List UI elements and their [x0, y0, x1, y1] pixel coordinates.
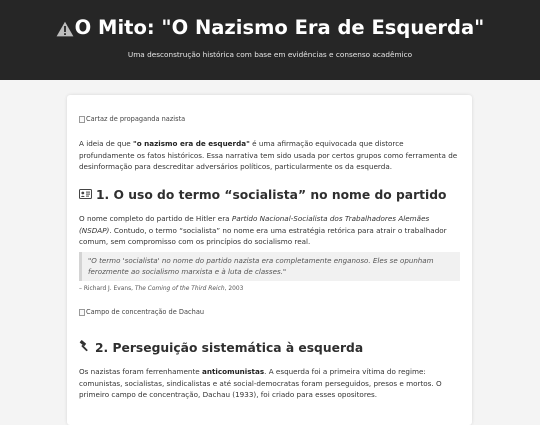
id-card-icon: [79, 187, 92, 203]
hammer-icon: [79, 340, 91, 356]
evans-quote: "O termo 'socialista' no nome do partido nazista era completamente enganoso. Eles se opunham ferozmente ao socialismo marxista e à luta de classes.": [79, 252, 460, 281]
section-heading-text: 2. Perseguição sistemática à esquerda: [95, 341, 364, 355]
section-heading-persecution: [79, 340, 363, 356]
article-card: [67, 95, 472, 425]
propaganda-poster-image: [79, 115, 185, 124]
section1-paragraph: O nome completo do partido de Hitler era Partido Nacional-Socialista dos Trabalhadores Alemães (NSDAP). Contudo, o termo “socialista” no nome era uma estratégia retórica para atrair o trabalhador comum, sem compromisso com os princípios do socialismo real.: [79, 214, 447, 247]
intro-paragraph: A ideia de que "o nazismo era de esquerda" é uma afirmação equivocada que distorce profundamente os fatos históricos. Essa narrativa tem sido usada por certos grupos como ferramenta de desinformação para descreditar adversários políticos, particularmente os da esquerda.: [79, 139, 458, 172]
book-title: The Coming of the Third Reich: [134, 286, 225, 292]
page-title: [0, 14, 540, 45]
page-header: [0, 0, 540, 80]
page-title-text: O Mito: "O Nazismo Era de Esquerda": [74, 16, 485, 39]
section2-paragraph: Os nazistas foram ferrenhamente anticomunistas. A esquerda foi a primeira vítima do regime: comunistas, socialistas, sindicalistas e até social-democratas foram perseguidos, presos e mortos. O primeiro campo de concentração, Dachau (1933), foi criado para esses opositores.: [79, 367, 442, 400]
party-name: Partido Nacional-Socialista dos Trabalhadores Alemães (NSDAP): [79, 214, 430, 235]
quote-citation: – Richard J. Evans, The Coming of the Third Reich, 2003: [79, 286, 244, 292]
broken-image-icon: [79, 309, 85, 316]
section-heading-socialist-name: [79, 187, 447, 203]
section-heading-text: 1. O uso do termo “socialista” no nome do partido: [96, 188, 447, 202]
intro-emphasis: "o nazismo era de esquerda": [132, 139, 250, 148]
image-alt-text: Campo de concentração de Dachau: [86, 308, 205, 316]
page-subtitle: Uma desconstrução histórica com base em evidências e consenso acadêmico: [127, 50, 413, 59]
warning-icon: [56, 17, 74, 45]
image-alt-text: Cartaz de propaganda nazista: [86, 115, 186, 123]
dachau-camp-image: [79, 308, 204, 317]
broken-image-icon: [79, 116, 85, 123]
anticommunist-emphasis: anticomunistas: [202, 367, 265, 376]
